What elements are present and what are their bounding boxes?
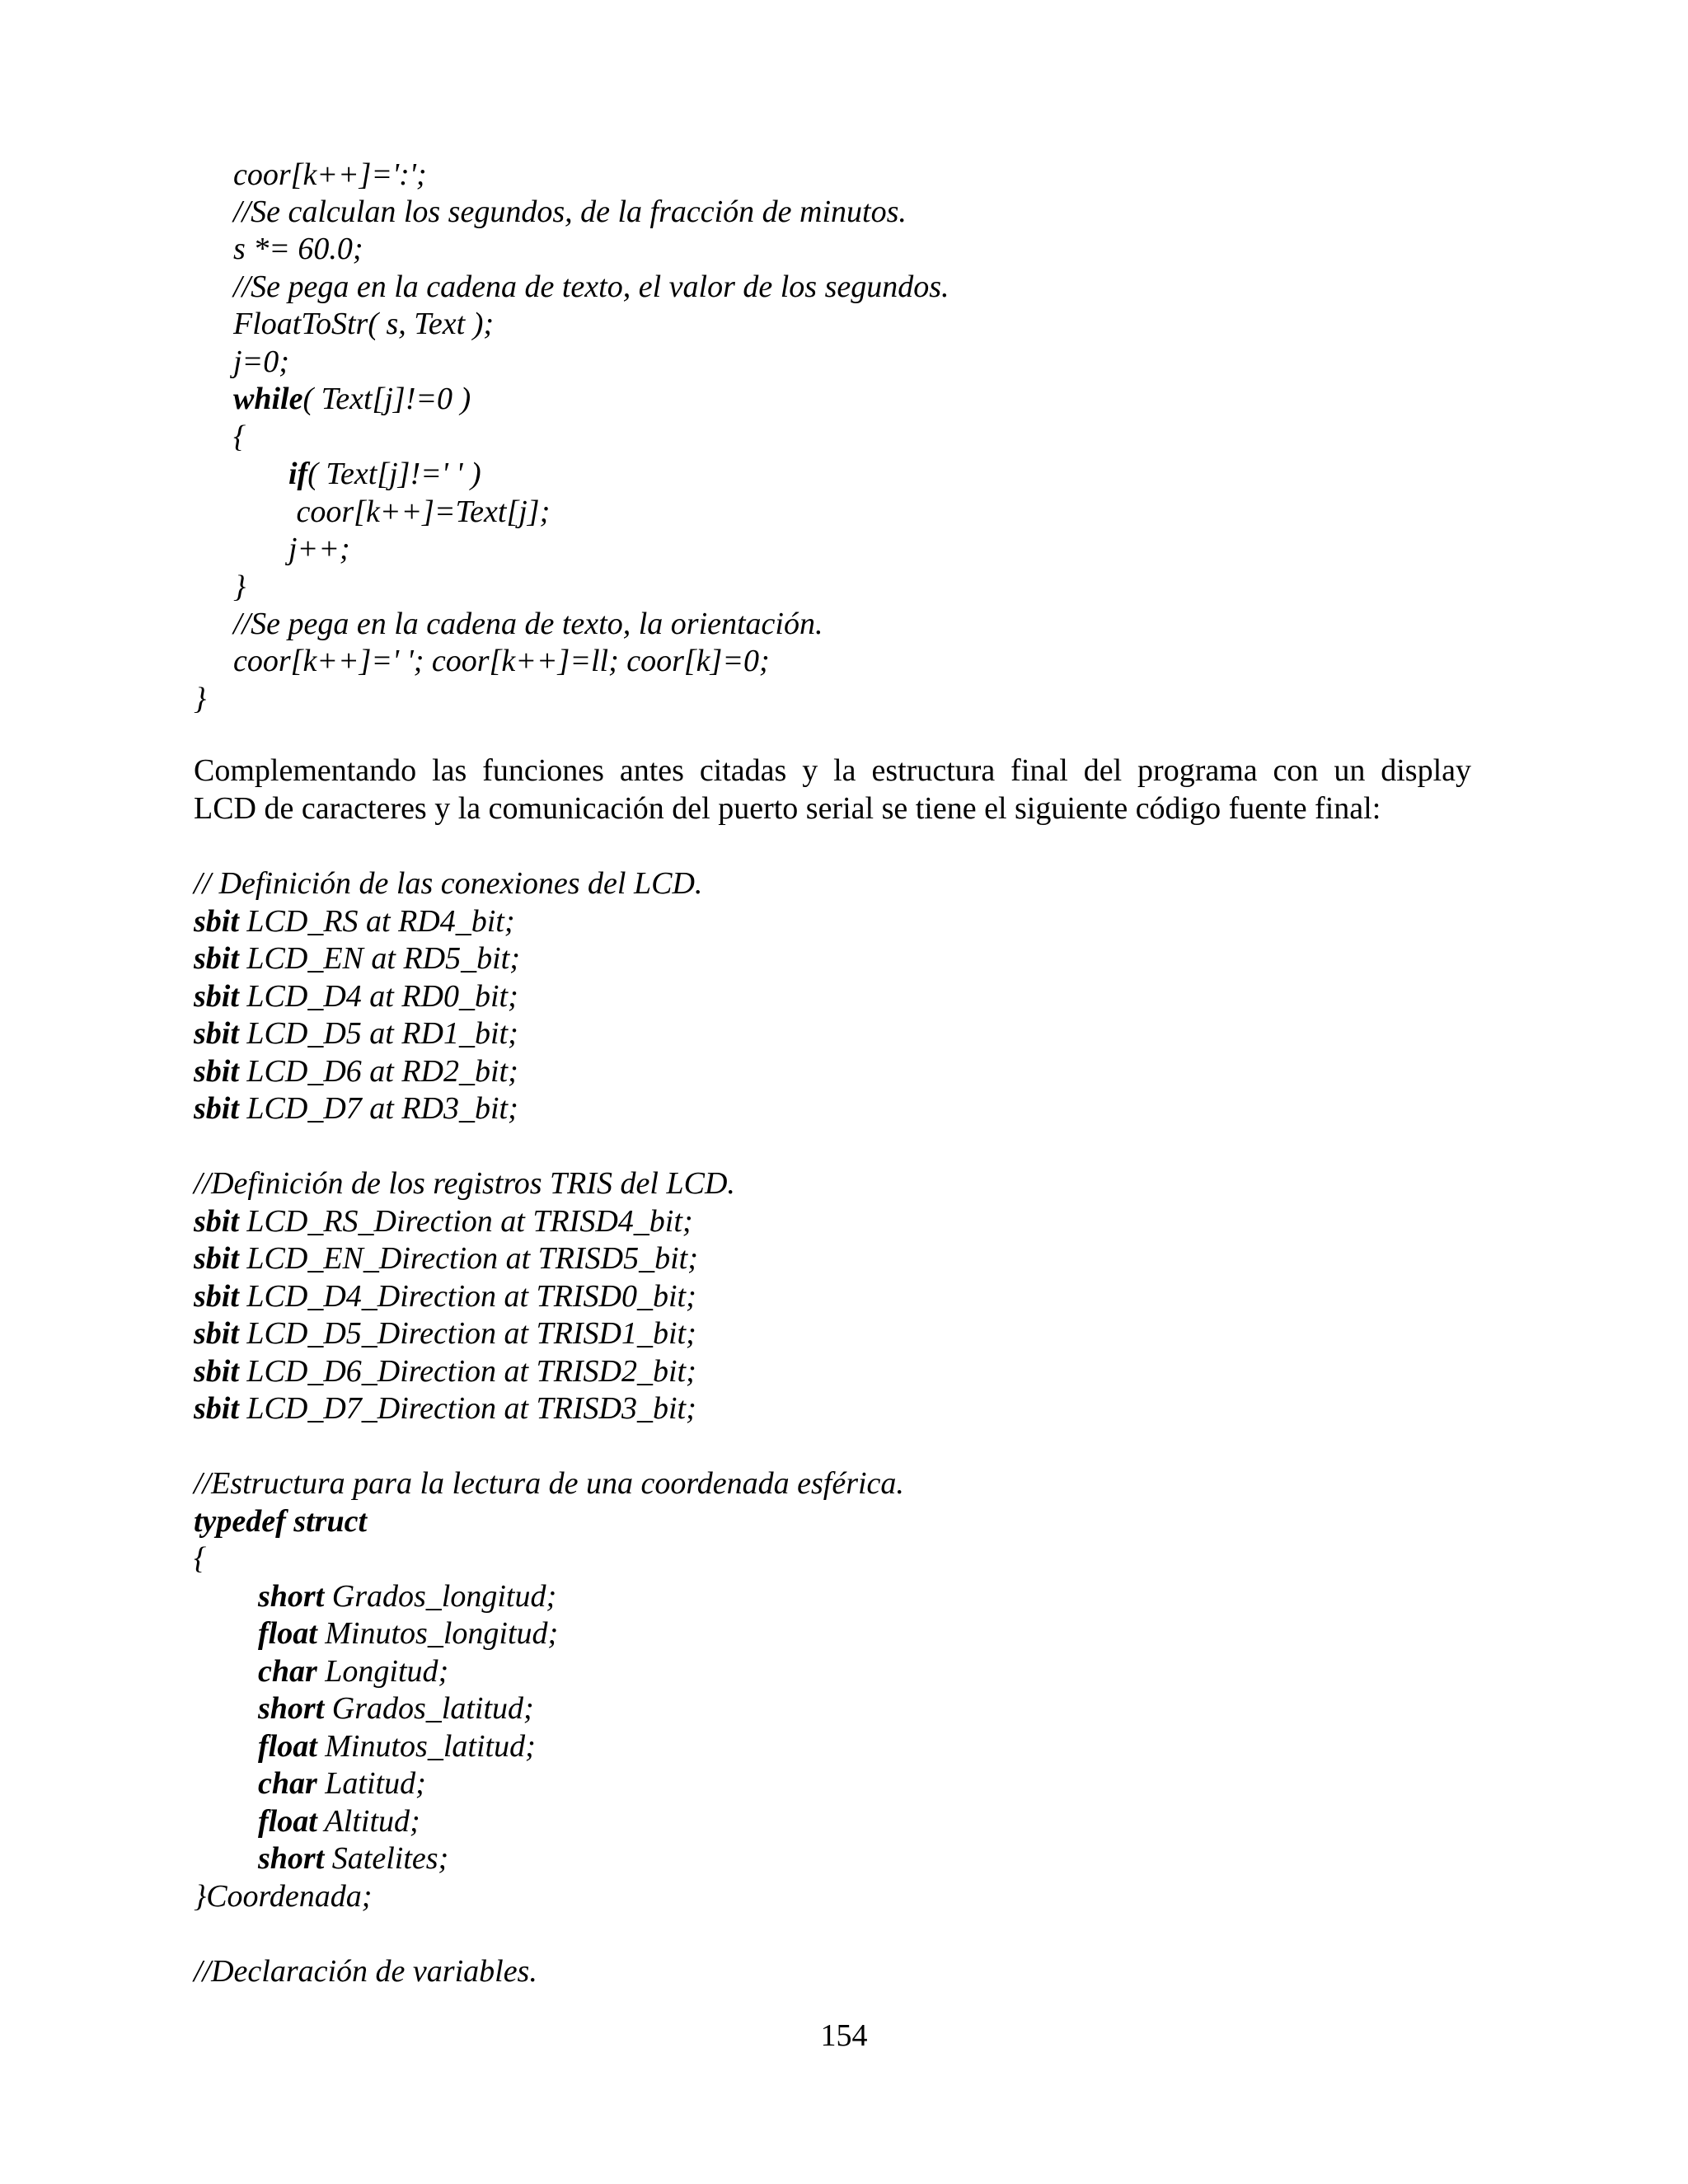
code-while-line — [233, 381, 471, 417]
code-line: j=0; — [233, 344, 289, 379]
keyword-type: float — [258, 1729, 317, 1764]
code-line: coor[k++]=':'; — [233, 157, 427, 192]
struct-open-brace: { — [194, 1541, 207, 1576]
field-name: Grados_longitud; — [324, 1579, 557, 1614]
sbit-line — [194, 1053, 518, 1090]
keyword-type: short — [258, 1579, 325, 1614]
keyword-if: if — [288, 457, 308, 491]
keyword-sbit: sbit — [194, 1279, 239, 1314]
code-brace: } — [233, 569, 246, 604]
keyword-sbit: sbit — [194, 1241, 239, 1276]
sbit-declaration: LCD_EN at RD5_bit; — [238, 941, 520, 976]
field-name: Satelites; — [324, 1841, 449, 1876]
code-brace: } — [194, 682, 207, 716]
field-name: Grados_latitud; — [324, 1691, 534, 1726]
sbit-line — [194, 1315, 696, 1352]
keyword-sbit: sbit — [194, 1204, 239, 1239]
sbit-line — [194, 1353, 696, 1390]
sbit-declaration: LCD_EN_Direction at TRISD5_bit; — [238, 1241, 698, 1276]
struct-field — [258, 1690, 534, 1727]
keyword-type: short — [258, 1841, 325, 1876]
sbit-declaration: LCD_D6 at RD2_bit; — [238, 1054, 518, 1089]
keyword-sbit: sbit — [194, 1091, 239, 1126]
sbit-line — [194, 1240, 698, 1277]
sbit-declaration: LCD_D7 at RD3_bit; — [238, 1091, 518, 1126]
field-name: Altitud; — [316, 1804, 420, 1839]
keyword-while: while — [233, 382, 303, 416]
field-name: Latitud; — [316, 1766, 426, 1801]
if-condition: ( Text[j]!=' ' ) — [307, 457, 481, 491]
field-name: Longitud; — [316, 1654, 449, 1689]
code-comment: //Se pega en la cadena de texto, el valor de los segundos. — [233, 269, 950, 304]
sbit-declaration: LCD_D4_Direction at TRISD0_bit; — [238, 1279, 696, 1314]
code-comment: //Se pega en la cadena de texto, la orientación. — [233, 607, 823, 641]
code-line: FloatToStr( s, Text ); — [233, 307, 495, 341]
keyword-sbit: sbit — [194, 1316, 239, 1351]
sbit-line — [194, 903, 515, 940]
sbit-declaration: LCD_D6_Direction at TRISD2_bit; — [238, 1354, 696, 1389]
field-name: Minutos_longitud; — [316, 1616, 559, 1651]
sbit-line — [194, 978, 518, 1015]
code-comment: //Se calculan los segundos, de la fracción de minutos. — [233, 194, 907, 229]
sbit-line — [194, 940, 520, 977]
struct-field — [258, 1578, 556, 1615]
keyword-sbit: sbit — [194, 941, 239, 976]
keyword-sbit: sbit — [194, 1391, 239, 1426]
keyword-type: float — [258, 1616, 317, 1651]
struct-field — [258, 1653, 448, 1690]
body-paragraph — [194, 752, 1471, 827]
keyword-sbit: sbit — [194, 979, 239, 1014]
sbit-line — [194, 1015, 518, 1052]
sbit-declaration: LCD_RS at RD4_bit; — [238, 904, 515, 939]
field-name: Minutos_latitud; — [316, 1729, 536, 1764]
sbit-declaration: LCD_D7_Direction at TRISD3_bit; — [238, 1391, 696, 1426]
code-line: s *= 60.0; — [233, 232, 363, 266]
keyword-type: float — [258, 1804, 317, 1839]
keyword-sbit: sbit — [194, 904, 239, 939]
keyword-type: char — [258, 1654, 317, 1689]
paragraph-line-1: Complementando las funciones antes citadas y la estructura final del programa con un display — [194, 753, 1471, 788]
struct-close: }Coordenada; — [194, 1879, 373, 1914]
keyword-sbit: sbit — [194, 1354, 239, 1389]
tris-registers-comment: //Definición de los registros TRIS del LCD. — [194, 1166, 735, 1201]
sbit-declaration: LCD_D5 at RD1_bit; — [238, 1016, 518, 1051]
code-if-line — [288, 456, 481, 492]
paragraph-line-2: LCD de caracteres y la comunicación del puerto serial se tiene el siguiente código fuente final: — [194, 791, 1381, 826]
struct-field — [258, 1765, 426, 1802]
variables-comment: //Declaración de variables. — [194, 1954, 537, 1989]
page-number: 154 — [820, 2018, 868, 2053]
code-line: coor[k++]=Text[j]; — [288, 494, 551, 529]
sbit-declaration: LCD_RS_Direction at TRISD4_bit; — [238, 1204, 693, 1239]
code-line: j++; — [288, 532, 350, 566]
keyword-type: short — [258, 1691, 325, 1726]
typedef-struct-line: typedef struct — [194, 1504, 368, 1539]
sbit-declaration: LCD_D5_Direction at TRISD1_bit; — [238, 1316, 696, 1351]
sbit-line — [194, 1203, 693, 1240]
struct-field — [258, 1728, 536, 1765]
keyword-sbit: sbit — [194, 1054, 239, 1089]
struct-field — [258, 1840, 448, 1877]
keyword-sbit: sbit — [194, 1016, 239, 1051]
sbit-line — [194, 1390, 696, 1427]
sbit-declaration: LCD_D4 at RD0_bit; — [238, 979, 518, 1014]
while-condition: ( Text[j]!=0 ) — [302, 382, 471, 416]
struct-field — [258, 1803, 420, 1840]
keyword-type: char — [258, 1766, 317, 1801]
code-line: coor[k++]=' '; coor[k++]=ll; coor[k]=0; — [233, 644, 770, 678]
sbit-line — [194, 1278, 696, 1315]
sbit-line — [194, 1090, 518, 1127]
code-brace: { — [233, 419, 246, 454]
lcd-connections-comment: // Definición de las conexiones del LCD. — [194, 866, 703, 901]
struct-comment: //Estructura para la lectura de una coordenada esférica. — [194, 1466, 904, 1501]
struct-field — [258, 1615, 558, 1652]
